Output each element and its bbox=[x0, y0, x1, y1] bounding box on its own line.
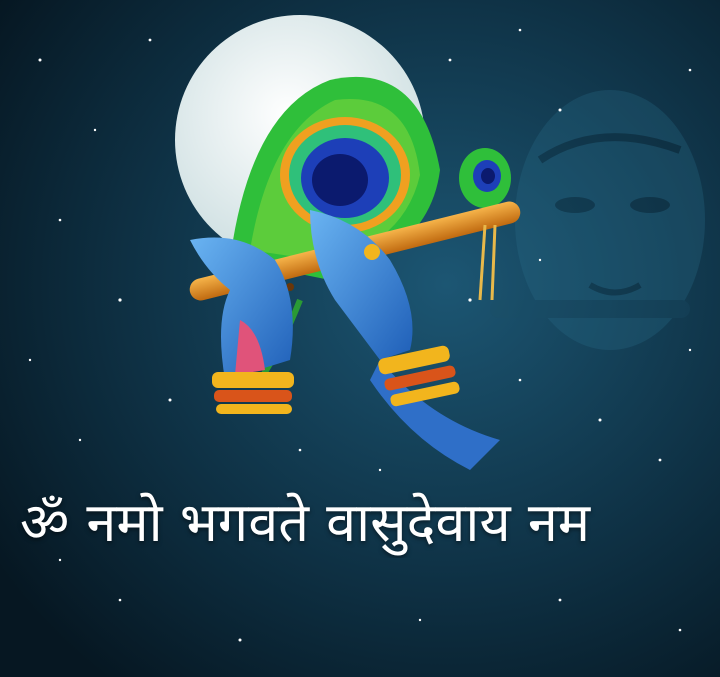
small-peacock-feather bbox=[459, 148, 511, 208]
mantra-caption: ॐ नमो भगवते वासुदेवाय नम bbox=[20, 491, 591, 554]
